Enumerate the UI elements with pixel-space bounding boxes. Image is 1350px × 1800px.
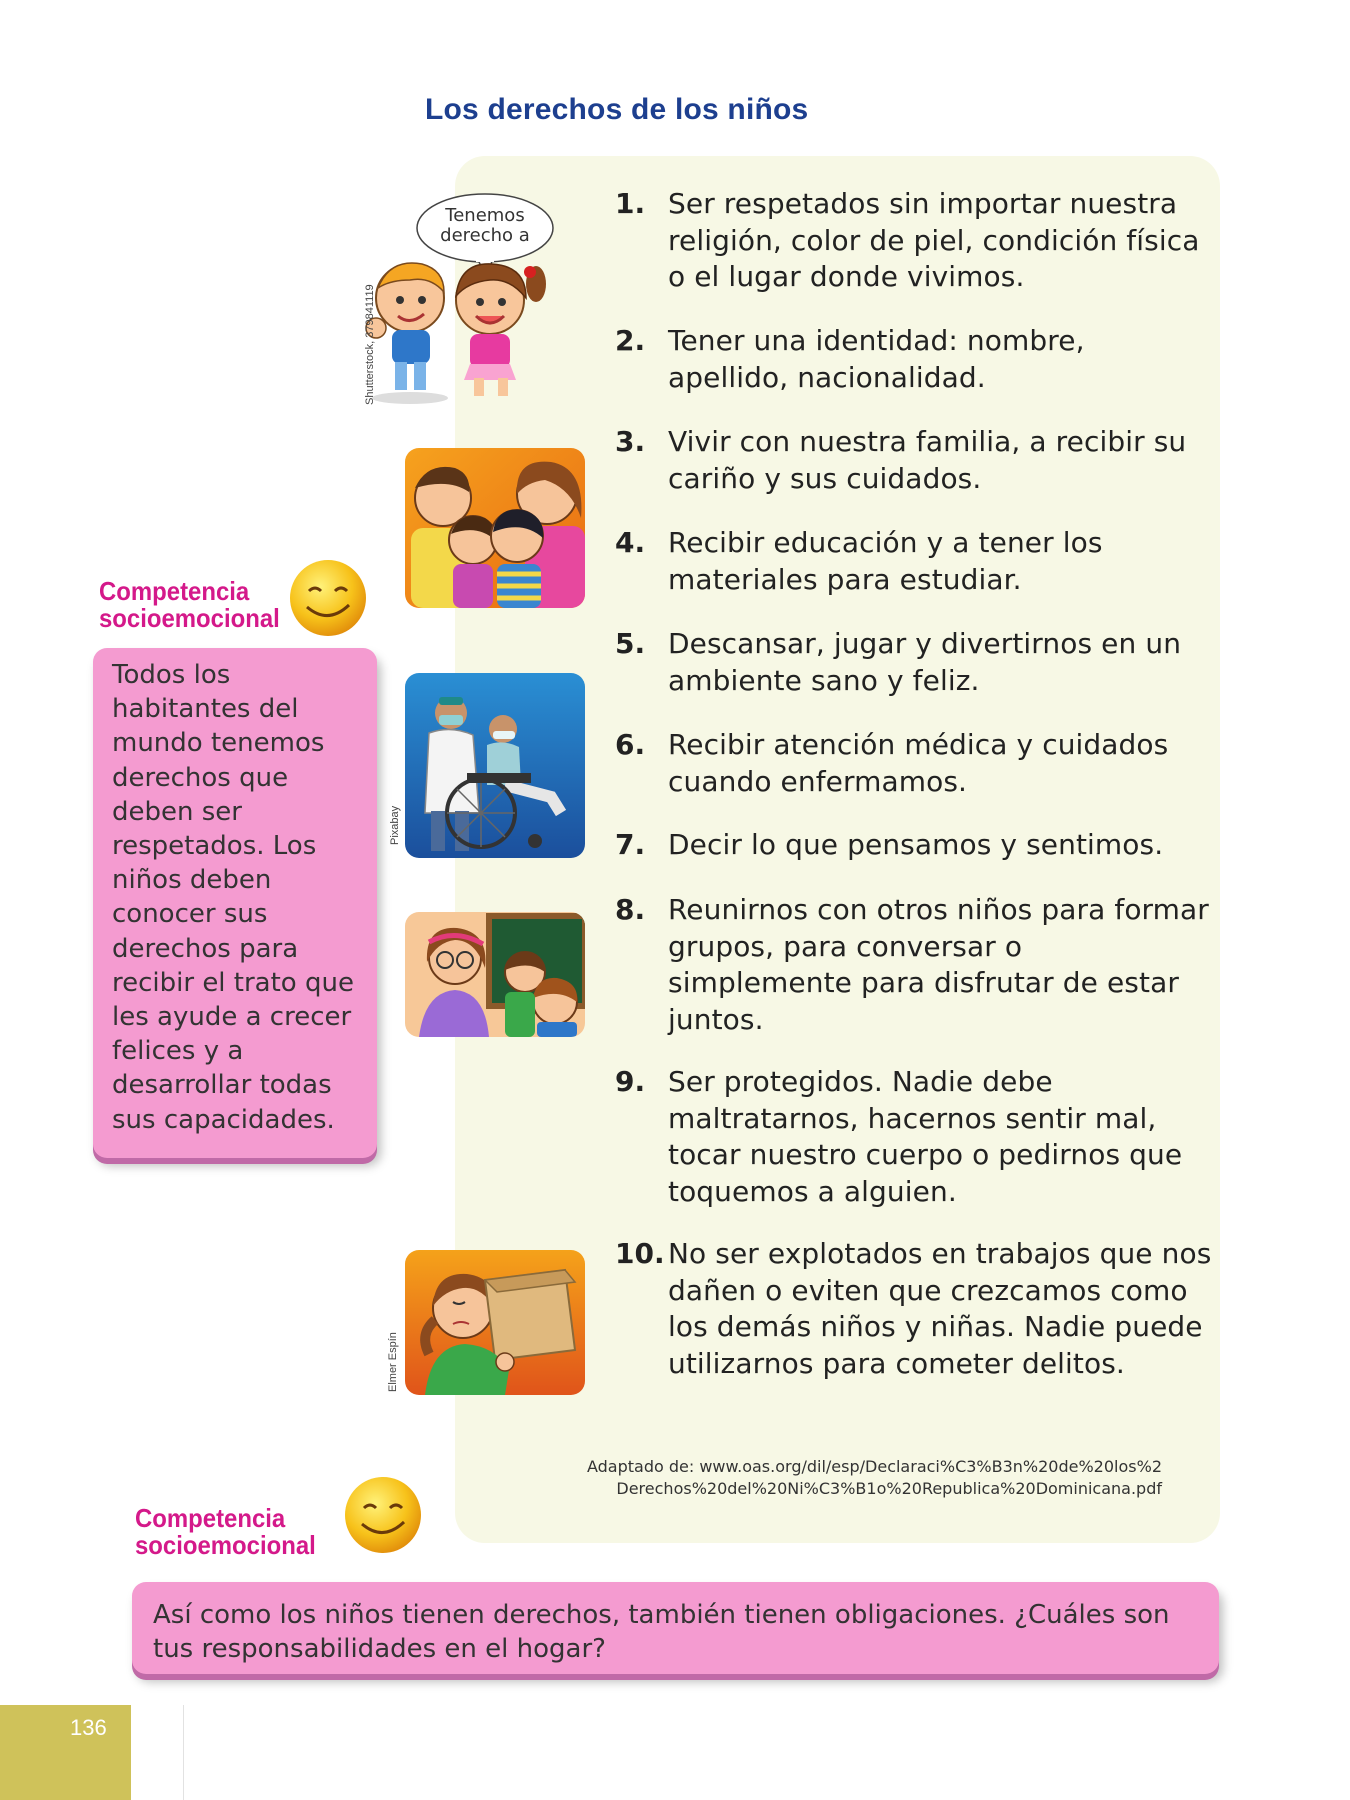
right-text: Recibir atención médica y cuidados cuando enfermamos. bbox=[668, 728, 1169, 798]
right-text: Vivir con nuestra familia, a recibir su cariño y sus cuidados. bbox=[668, 425, 1187, 495]
credit-shutterstock: Shutterstock, 379841119 bbox=[364, 284, 376, 405]
smiley-icon bbox=[285, 555, 371, 641]
right-number: 1. bbox=[615, 187, 646, 220]
smiley-icon bbox=[340, 1472, 426, 1558]
competencia-label-line: socioemocional bbox=[99, 603, 280, 633]
source-line: Adaptado de: www.oas.org/dil/esp/Declaraci%C3%B3n%20de%20los%2 bbox=[586, 1457, 1162, 1476]
competencia-label bbox=[99, 578, 280, 632]
right-number: 9. bbox=[615, 1065, 646, 1098]
footer-divider bbox=[183, 1705, 184, 1800]
right-number: 2. bbox=[615, 324, 646, 357]
work-illustration bbox=[405, 1250, 585, 1395]
source-line: Derechos%20del%20Ni%C3%B1o%20Republica%20Dominicana.pdf bbox=[616, 1479, 1162, 1498]
competencia-question: Así como los niños tienen derechos, también tienen obligaciones. ¿Cuáles son tus responsabilidades en el hogar? bbox=[153, 1600, 1170, 1664]
page-number: 136 bbox=[70, 1715, 107, 1740]
right-text: Ser respetados sin importar nuestra religión, color de piel, condición física o el lugar donde vivimos. bbox=[668, 187, 1200, 293]
credit-elmer: Elmer Espín bbox=[387, 1332, 399, 1392]
right-text: Descansar, jugar y divertirnos en un ambiente sano y feliz. bbox=[668, 627, 1182, 697]
right-text: Decir lo que pensamos y sentimos. bbox=[668, 828, 1164, 861]
right-number: 4. bbox=[615, 526, 646, 559]
right-number: 3. bbox=[615, 425, 646, 458]
right-number: 8. bbox=[615, 893, 646, 926]
footer-bar bbox=[0, 1705, 131, 1800]
right-number: 5. bbox=[615, 627, 646, 660]
friends-illustration bbox=[405, 912, 585, 1037]
right-number: 7. bbox=[615, 828, 646, 861]
right-text: Tener una identidad: nombre, apellido, nacionalidad. bbox=[668, 324, 1085, 394]
right-number: 6. bbox=[615, 728, 646, 761]
competencia-label bbox=[135, 1505, 316, 1559]
speech-bubble-text: Tenemos derecho a bbox=[440, 205, 530, 246]
competencia-text: Todos los habitantes del mundo tenemos derechos que deben ser respetados. Los niños deben conocer sus derechos para recibir el trato que les ayude a crecer felices y a desarrollar todas sus capacidades. bbox=[112, 660, 354, 1135]
competencia-label-line: Competencia bbox=[135, 1503, 286, 1533]
page-title: Los derechos de los niños bbox=[425, 93, 809, 126]
right-text: Reunirnos con otros niños para formar grupos, para conversar o simplemente para disfrutar de estar juntos. bbox=[668, 893, 1209, 1036]
right-text: No ser explotados en trabajos que nos dañen o eviten que crezcamos como los demás niños y niñas. Nadie puede utilizarnos para cometer delitos. bbox=[668, 1237, 1212, 1380]
credit-pixabay: Pixabay bbox=[389, 805, 401, 845]
medical-illustration bbox=[405, 673, 585, 858]
right-text: Ser protegidos. Nadie debe maltratarnos, hacernos sentir mal, tocar nuestro cuerpo o pedirnos que toquemos a alguien. bbox=[668, 1065, 1183, 1208]
competencia-label-line: Competencia bbox=[99, 576, 250, 606]
competencia-label-line: socioemocional bbox=[135, 1530, 316, 1560]
right-text: Recibir educación y a tener los materiales para estudiar. bbox=[668, 526, 1103, 596]
right-number: 10. bbox=[615, 1237, 665, 1270]
family-illustration bbox=[405, 448, 585, 608]
source-note bbox=[480, 1456, 1162, 1500]
